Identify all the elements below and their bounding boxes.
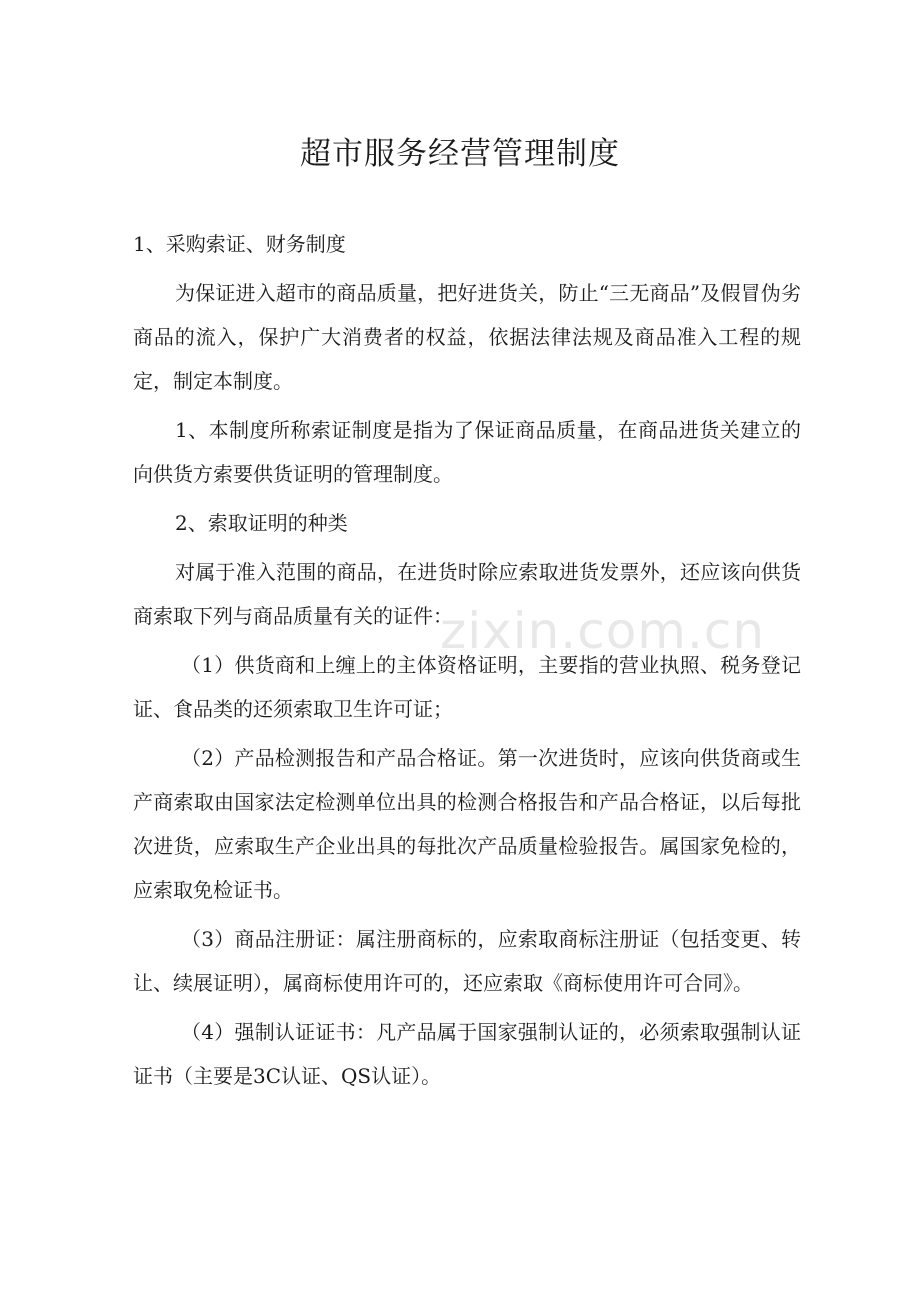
clause-1-paragraph: 1、本制度所称索证制度是指为了保证商品质量，在商品进货关建立的向供货方索要供货证明的管理制度。 <box>133 418 801 486</box>
clause-2-heading: 2、索取证明的种类 <box>175 511 348 535</box>
document-title: 超市服务经营管理制度 <box>300 136 620 172</box>
list-item-3: （3）商品注册证：属注册商标的，应索取商标注册证（包括变更、转让、续展证明），属商标使用许可的，还应索取《商标使用许可合同》。 <box>133 927 801 995</box>
intro-paragraph: 为保证进入超市的商品质量，把好进货关，防止“三无商品”及假冒伪劣商品的流入，保护广大消费者的权益，依据法律法规及商品准入工程的规定，制定本制度。 <box>133 281 801 393</box>
list-item-4: （4）强制认证证书：凡产品属于国家强制认证的，必须索取强制认证证书（主要是3C认证、QS认证）。 <box>133 1020 801 1088</box>
list-item-2: （2）产品检测报告和产品合格证。第一次进货时，应该向供货商或生产商索取由国家法定检测单位出具的检测合格报告和产品合格证，以后每批次进货，应索取生产企业出具的每批次产品质量检验报告。属国家免检的，应索取免检证书。 <box>133 746 801 902</box>
section-heading: 1、采购索证、财务制度 <box>133 232 346 256</box>
list-item-1: （1）供货商和上缠上的主体资格证明，主要指的营业执照、税务登记证、食品类的还须索取卫生许可证； <box>133 653 801 721</box>
document-body <box>133 222 801 1098</box>
clause-2-paragraph: 对属于准入范围的商品，在进货时除应索取进货发票外，还应该向供货商索取下列与商品质量有关的证件： <box>133 560 801 628</box>
watermark: zixin.com.cn <box>440 602 766 660</box>
